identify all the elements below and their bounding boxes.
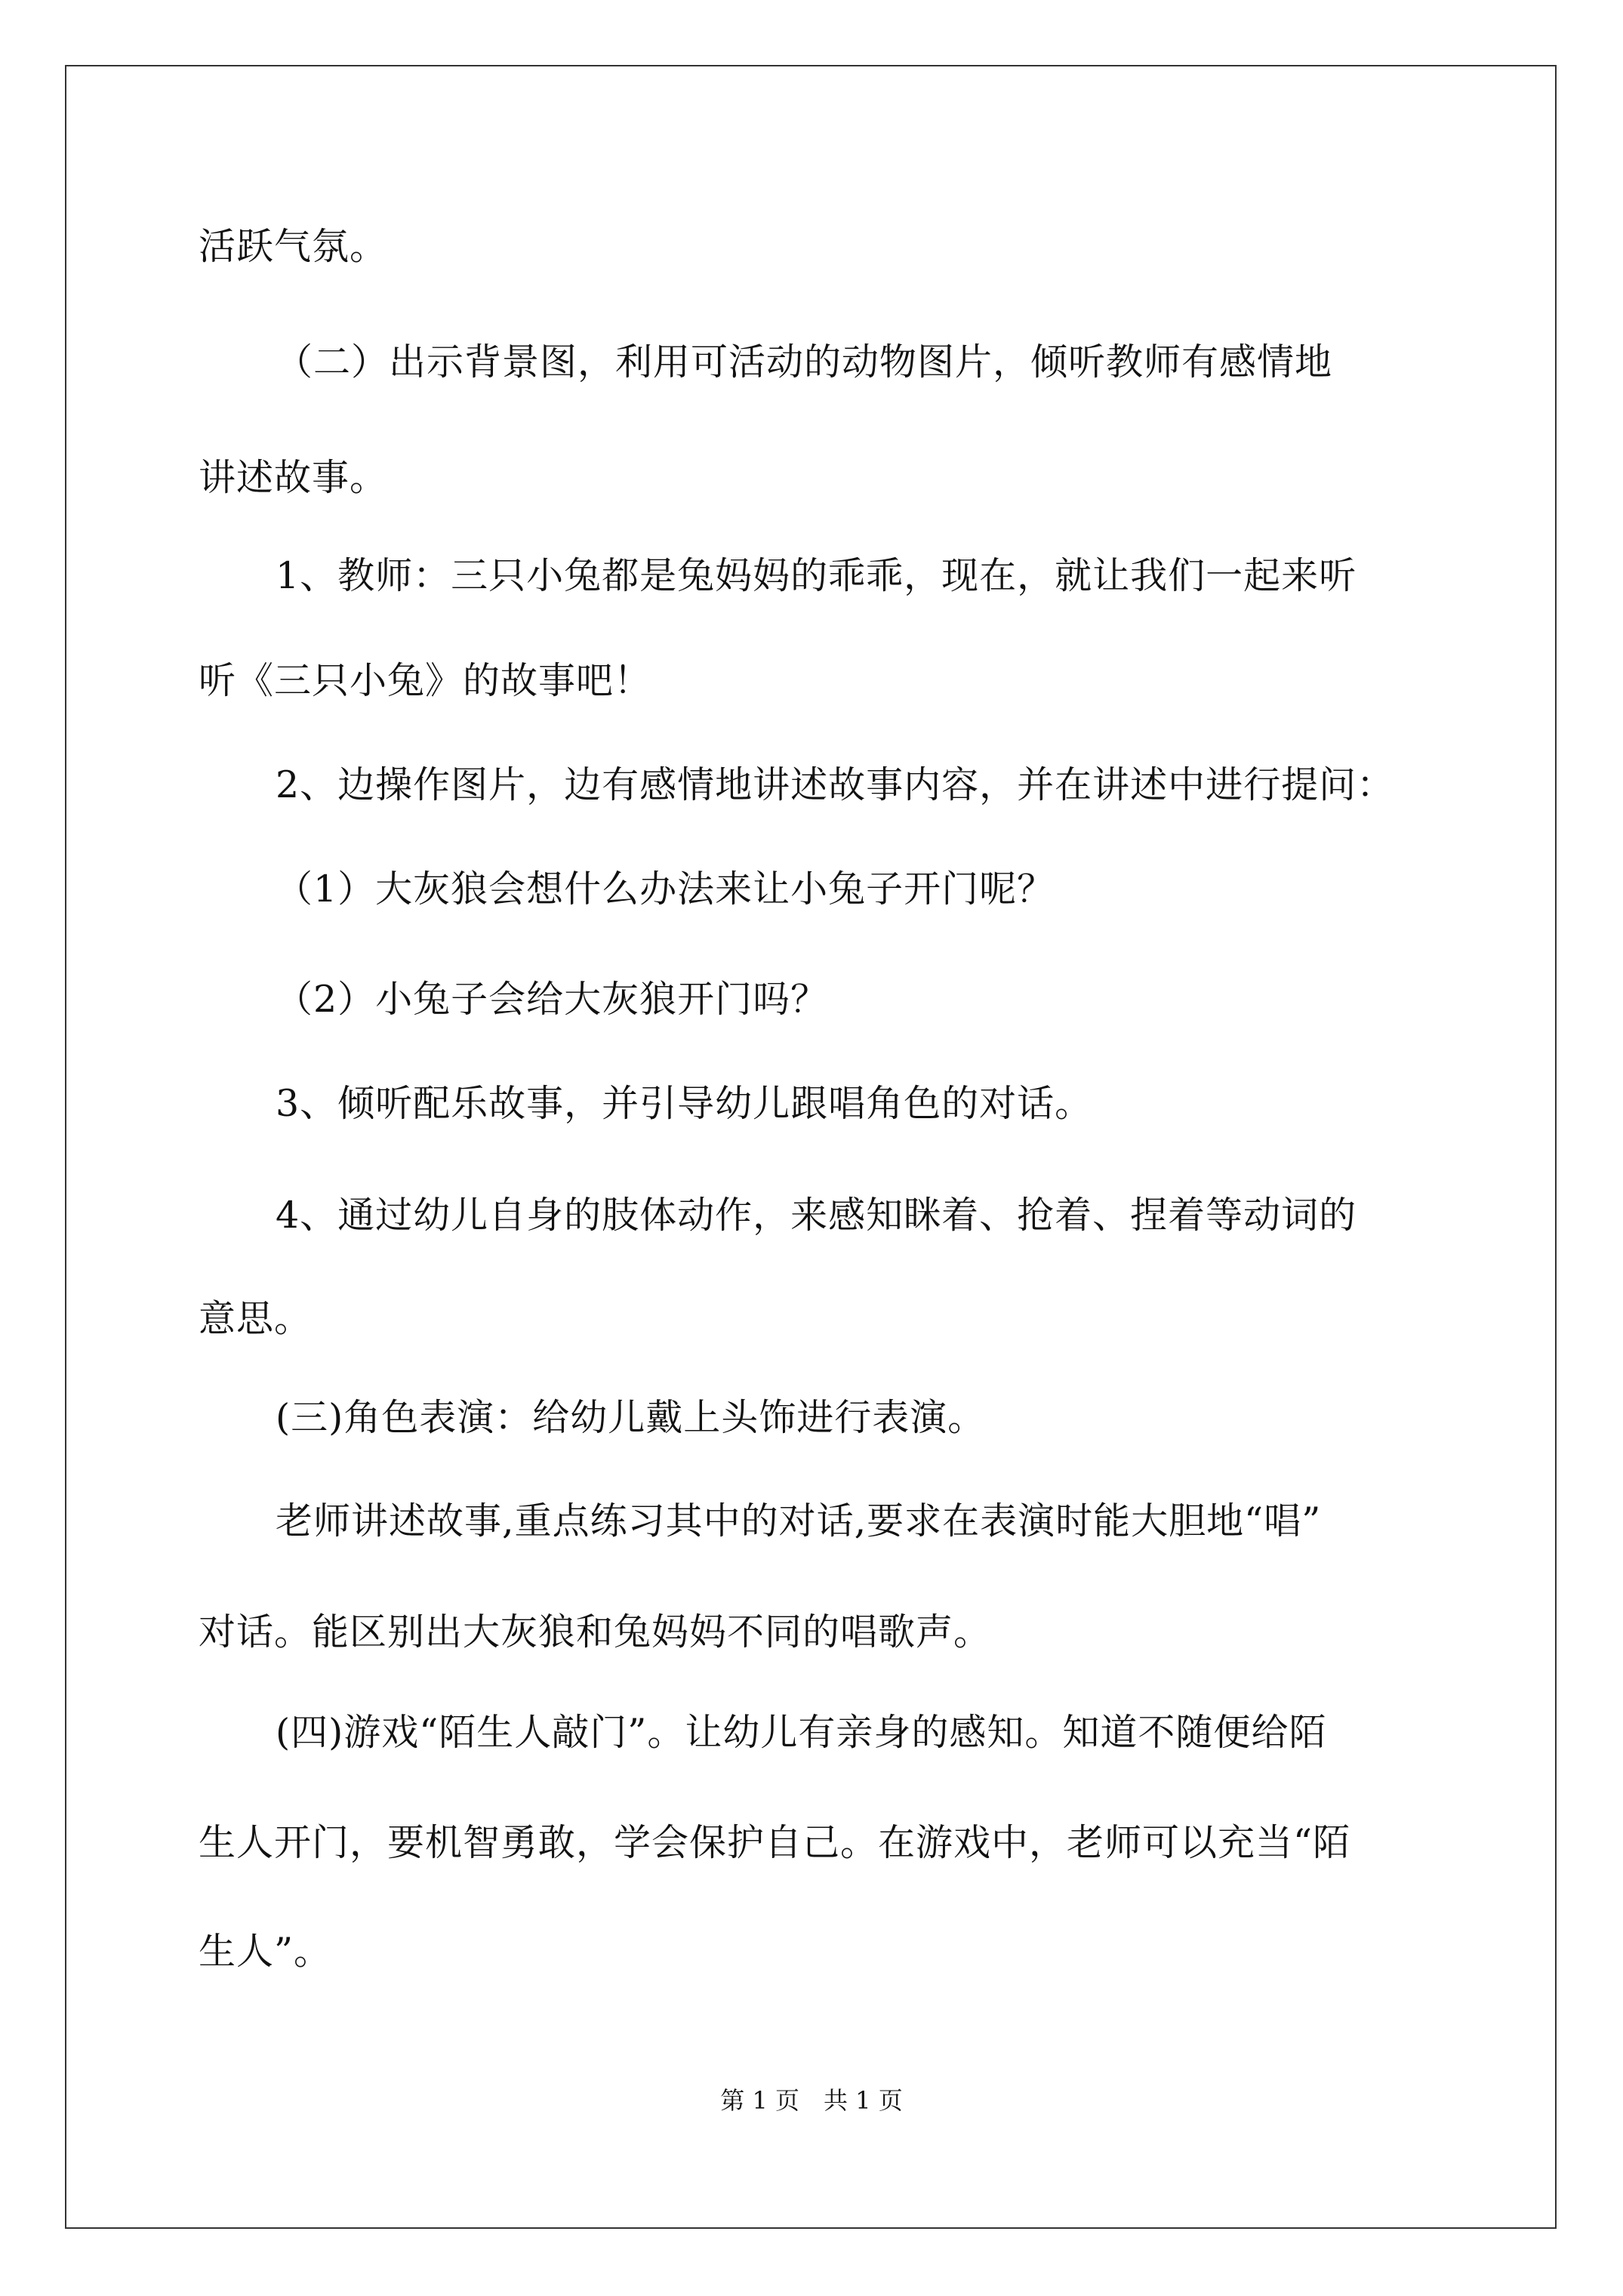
- text-line-11: 意思。: [199, 1297, 313, 1340]
- text-line-14: 对话。能区别出大灰狼和兔妈妈不同的唱歌声。: [199, 1610, 992, 1653]
- text-line-8: （2）小兔子会给大灰狼开门吗？: [276, 978, 829, 1021]
- text-line-1: 活跃气氛。: [199, 225, 388, 268]
- text-line-15: (四)游戏“陌生人敲门”。让幼儿有亲身的感知。知道不随便给陌: [276, 1711, 1327, 1754]
- text-line-9: 3、倾听配乐故事，并引导幼儿跟唱角色的对话。: [276, 1082, 1093, 1125]
- text-line-5: 听《三只小兔》的故事吧！: [199, 659, 652, 702]
- text-line-16: 生人开门，要机智勇敢，学会保护自己。在游戏中，老师可以充当“陌: [199, 1821, 1351, 1864]
- text-line-7: （1）大灰狼会想什么办法来让小兔子开门呢？: [276, 868, 1055, 911]
- page-border: [65, 65, 1557, 2229]
- text-line-17: 生人”。: [199, 1930, 332, 1973]
- text-line-12: (三)角色表演：给幼儿戴上头饰进行表演。: [276, 1396, 986, 1439]
- text-line-10: 4、通过幼儿自身的肢体动作，来感知眯着、抢着、捏着等动词的: [276, 1194, 1357, 1237]
- text-line-4: 1、教师：三只小兔都是兔妈妈的乖乖，现在，就让我们一起来听: [276, 554, 1357, 597]
- page-footer: 第 1 页 共 1 页: [720, 2086, 903, 2115]
- text-line-3: 讲述故事。: [199, 456, 388, 499]
- text-line-6: 2、边操作图片，边有感情地讲述故事内容，并在讲述中进行提问：: [276, 763, 1395, 806]
- text-line-13: 老师讲述故事,重点练习其中的对话,要求在表演时能大胆地“唱”: [276, 1499, 1322, 1542]
- text-line-2: （二）出示背景图，利用可活动的动物图片，倾听教师有感情地: [276, 341, 1333, 384]
